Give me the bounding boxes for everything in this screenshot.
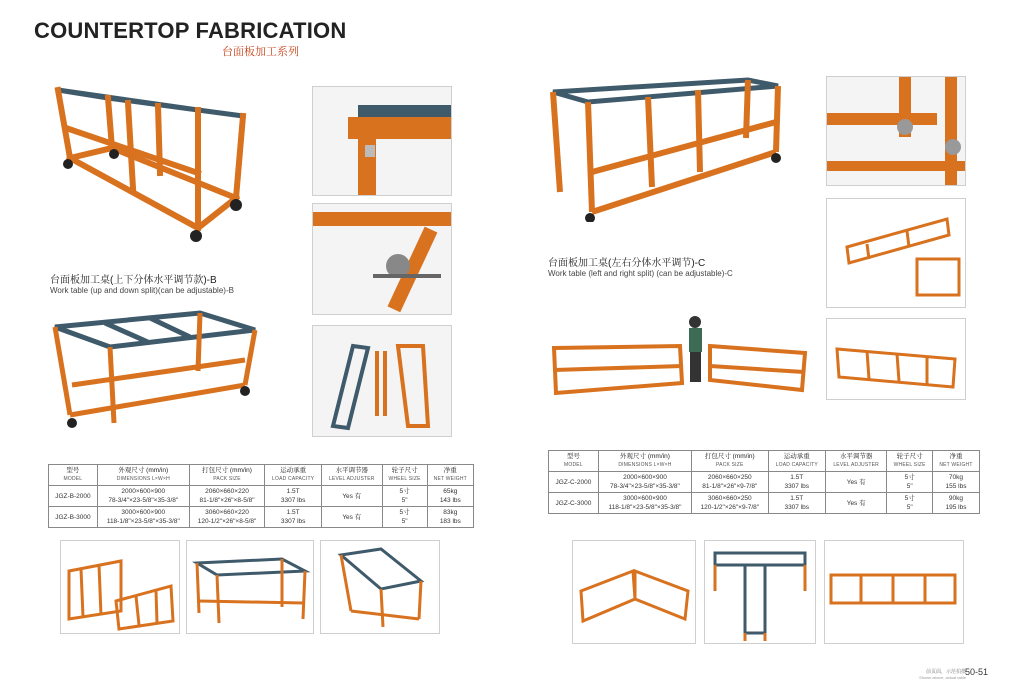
page-title: COUNTERTOP FABRICATION <box>34 18 347 43</box>
product-c-name-cn: 台面板加工桌(左右分体水平调节)-C <box>548 258 706 269</box>
product-b-detail-1 <box>312 86 452 196</box>
product-c-detail-3 <box>826 318 966 400</box>
table-row: JGZ-B-3000 3000×600×900 118-1/8"×23-5/8"×35-3/8" 3060×660×220 120-1/2"×26"×8-5/8" 1.5T 3307 lbs Yes 有 5寸 5" 83kg 183 lbs <box>49 507 474 528</box>
table-row: JGZ-C-2000 2000×600×900 78-3/4"×23-5/8"×35-3/8" 2060×660×250 81-1/8"×26"×9-7/8" 1.5T 3307 lbs Yes 有 5寸 5" 70kg 155 lbs <box>549 472 980 493</box>
spec-table-c-header <box>549 451 980 472</box>
col-pack-size: 打包尺寸 (mm/in) PACK SIZE <box>189 465 265 486</box>
table-row: JGZ-B-2000 2000×600×900 78-3/4"×23-5/8"×35-3/8" 2060×660×220 81-1/8"×26"×8-5/8" 1.5T 3307 lbs Yes 有 5寸 5" 65kg 143 lbs <box>49 486 474 507</box>
col-dimensions: 外观尺寸 (mm/in) DIMENSIONS L×W×H <box>97 465 189 486</box>
product-c-thumb-2 <box>704 540 816 644</box>
product-c-detail-2 <box>826 198 966 308</box>
product-b-thumb-3 <box>320 540 440 634</box>
spec-table-b <box>48 464 474 528</box>
product-b-name-cn: 台面板加工桌(上下分体水平调节款)-B <box>50 275 217 286</box>
col-model: 型号 MODEL <box>549 451 599 472</box>
col-wheel-size: 轮子尺寸 WHEEL SIZE <box>382 465 427 486</box>
page-subtitle: 台面板加工系列 <box>222 46 299 58</box>
table-row: JGZ-C-3000 3000×600×900 118-1/8"×23-5/8"×35-3/8" 3060×660×250 120-1/2"×26"×9-7/8" 1.5T 3307 lbs Yes 有 5寸 5" 90kg 195 lbs <box>549 493 980 514</box>
col-level-adjuster: 水平调节器 LEVEL ADJUSTER <box>321 465 382 486</box>
footer-note-cn: 前页面，示范拍摄 <box>925 669 966 675</box>
page-number: 50-51 <box>964 667 988 677</box>
spec-table-b-header <box>49 465 474 486</box>
col-pack-size: 打包尺寸 (mm/in) PACK SIZE <box>692 451 768 472</box>
col-wheel-size: 轮子尺寸 WHEEL SIZE <box>887 451 933 472</box>
product-c-name-en: Work table (left and right split) (can be adjustable)-C <box>548 269 733 278</box>
col-net-weight: 净重 NET WEIGHT <box>427 465 473 486</box>
col-level-adjuster: 水平调节器 LEVEL ADJUSTER <box>825 451 886 472</box>
product-b-thumb-1 <box>60 540 180 634</box>
col-net-weight: 净重 NET WEIGHT <box>932 451 979 472</box>
col-load-capacity: 运动承重 LOAD CAPACITY <box>265 465 322 486</box>
product-b-detail-3 <box>312 325 452 437</box>
col-load-capacity: 运动承重 LOAD CAPACITY <box>768 451 825 472</box>
col-model: 型号 MODEL <box>49 465 98 486</box>
product-c-detail-1 <box>826 76 966 186</box>
product-c-thumb-3 <box>824 540 964 644</box>
product-b-top-view-image <box>50 305 260 435</box>
product-c-thumb-1 <box>572 540 696 644</box>
product-c-split-image <box>550 308 812 408</box>
product-b-hero-image <box>48 78 258 248</box>
product-c-hero-image <box>548 72 788 222</box>
spec-table-c <box>548 450 980 514</box>
product-b-detail-2 <box>312 203 452 315</box>
product-b-thumb-2 <box>186 540 314 634</box>
product-b-name-en: Work table (up and down split)(can be adjustable)-B <box>50 286 234 295</box>
footer-note-en: Shown above, actual table <box>919 675 966 680</box>
col-dimensions: 外观尺寸 (mm/in) DIMENSIONS L×W×H <box>598 451 691 472</box>
